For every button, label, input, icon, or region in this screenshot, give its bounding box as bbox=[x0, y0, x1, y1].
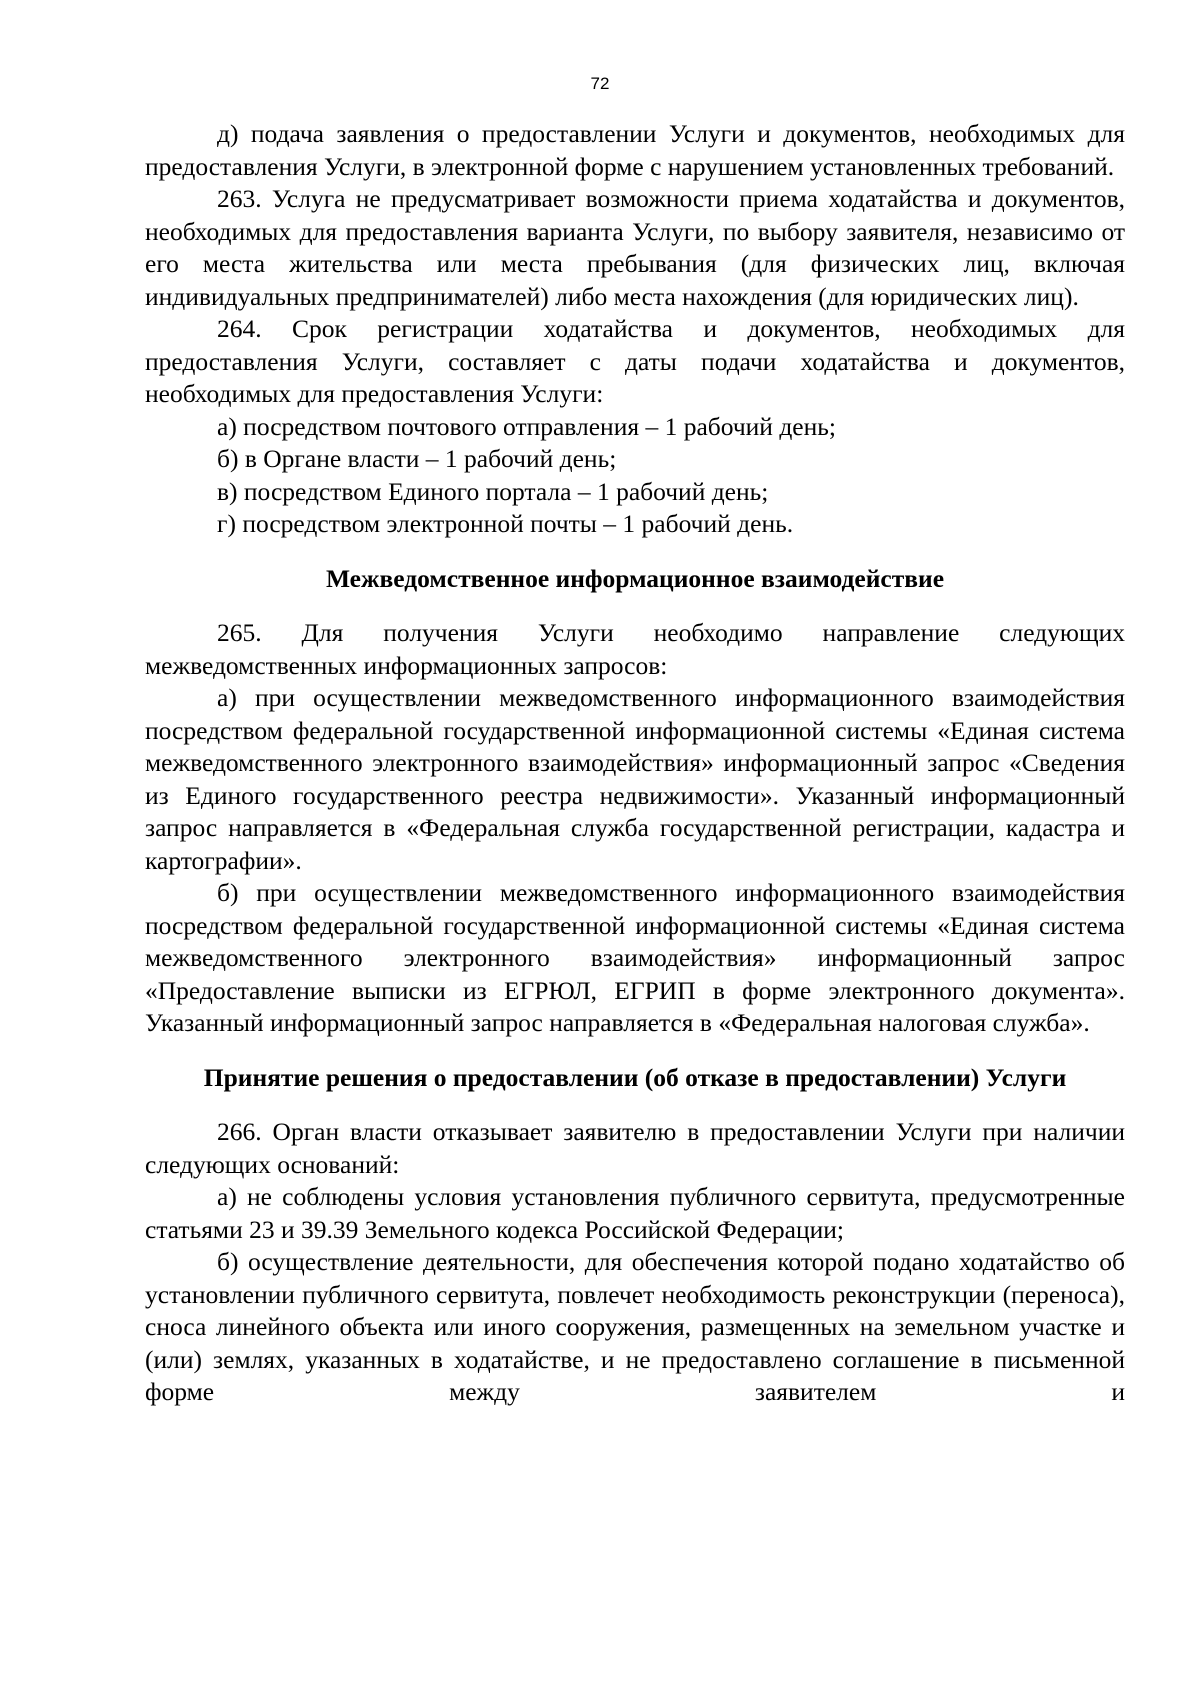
paragraph-264-g: г) посредством электронной почты – 1 рабочий день. bbox=[217, 509, 794, 538]
paragraph-265-b: б) при осуществлении межведомственного информационного взаимодействия посредством федеральной государственной информационной системы «Единая система межведомственного электронного взаимодействия» информационный запрос «Предоставление выписки из ЕГРЮЛ, ЕГРИП в форме электронного документа». Указанный информационный запрос направляется в «Федеральная налоговая служба». bbox=[145, 878, 1125, 1037]
paragraph-d-submission: д) подача заявления о предоставлении Услуги и документов, необходимых для предоставления Услуги, в электронной форме с нарушением установленных требований. bbox=[145, 119, 1125, 181]
section-heading-interagency: Межведомственное информационное взаимодействие bbox=[325, 563, 945, 593]
paragraph-264: 264. Срок регистрации ходатайства и документов, необходимых для предоставления Услуги, составляет с даты подачи ходатайства и документов, необходимых для предоставления Услуги: bbox=[145, 314, 1125, 408]
page-number: 72 bbox=[590, 74, 610, 93]
paragraph-266: 266. Орган власти отказывает заявителю в предоставлении Услуги при наличии следующих оснований: bbox=[145, 1117, 1125, 1179]
paragraph-266-a: а) не соблюдены условия установления публичного сервитута, предусмотренные статьями 23 и 39.39 Земельного кодекса Российской Федерации; bbox=[145, 1182, 1125, 1244]
section-heading-decision: Принятие решения о предоставлении (об отказе в предоставлении) Услуги bbox=[203, 1062, 1067, 1092]
paragraph-266-b: б) осуществление деятельности, для обеспечения которой подано ходатайство об установлении публичного сервитута, повлечет необходимость реконструкции (переноса), сноса линейного объекта или иного сооружения, размещенных на земельном участке и (или) землях, указанных в ходатайстве, и не предоставлено соглашение в письменной форме между заявителем и bbox=[145, 1247, 1125, 1406]
paragraph-265: 265. Для получения Услуги необходимо направление следующих межведомственных информационных запросов: bbox=[145, 618, 1125, 680]
paragraph-264-a: а) посредством почтового отправления – 1 рабочий день; bbox=[217, 411, 836, 441]
paragraph-265-a: а) при осуществлении межведомственного информационного взаимодействия посредством федеральной государственной информационной системы «Единая система межведомственного электронного взаимодействия» информационный запрос «Сведения из Единого государственного реестра недвижимости». Указанный информационный запрос направляется в «Федеральная служба государственной регистрации, кадастра и картографии». bbox=[145, 683, 1125, 875]
paragraph-263: 263. Услуга не предусматривает возможности приема ходатайства и документов, необходимых для предоставления варианта Услуги, по выбору заявителя, независимо от его места жительства или места пребывания (для физических лиц, включая индивидуальных предпринимателей) либо места нахождения (для юридических лиц). bbox=[145, 184, 1125, 311]
paragraph-264-b: б) в Органе власти – 1 рабочий день; bbox=[217, 444, 617, 473]
paragraph-264-v: в) посредством Единого портала – 1 рабочий день; bbox=[217, 476, 769, 506]
document-content bbox=[145, 118, 1125, 1409]
